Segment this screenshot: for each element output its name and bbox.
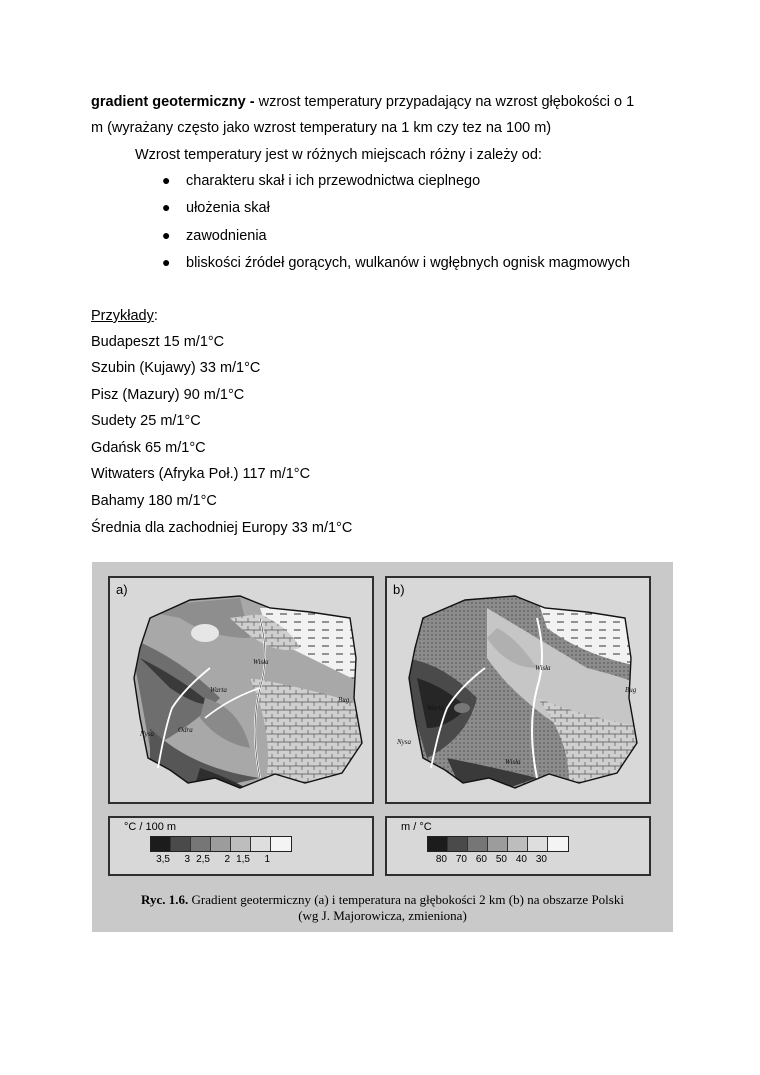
- bullet-dot-icon: ●: [162, 254, 171, 270]
- example-item: Witwaters (Afryka Poł.) 117 m/1°C: [91, 466, 311, 482]
- legend-b-ticks: [427, 854, 547, 865]
- legend-swatch: [271, 837, 291, 851]
- legend-swatch: [231, 837, 251, 851]
- bullet-dot-icon: ●: [162, 199, 171, 215]
- river-label-warta: Warta: [427, 704, 444, 712]
- example-item: Bahamy 180 m/1°C: [91, 493, 217, 509]
- legend-tick: 2: [224, 854, 230, 865]
- caption-label: Ryc. 1.6.: [141, 892, 189, 907]
- legend-swatch: [151, 837, 171, 851]
- legend-tick: 1,5: [236, 854, 250, 865]
- river-label-odra: Odra: [178, 726, 193, 734]
- bullet-item: bliskości źródeł gorących, wulkanów i wgłębnych ognisk magmowych: [186, 255, 631, 271]
- legend-tick: 40: [515, 854, 527, 865]
- bullet-dot-icon: ●: [162, 227, 171, 243]
- legend-tick: 1: [264, 854, 270, 865]
- legend-b: [385, 816, 651, 876]
- legend-tick: 50: [495, 854, 507, 865]
- dependency-line: Wzrost temperatury jest w różnych miejscach różny i zależy od:: [135, 147, 542, 163]
- legend-swatch: [191, 837, 211, 851]
- legend-tick: 2,5: [196, 854, 210, 865]
- example-item: Sudety 25 m/1°C: [91, 413, 201, 429]
- legend-swatch: [211, 837, 231, 851]
- definition-line-2: m (wyrażany często jako wzrost temperatury na 1 km czy tez na 100 m): [91, 120, 552, 136]
- legend-tick: 80: [435, 854, 447, 865]
- geothermal-figure: [92, 562, 673, 932]
- term-gradient: gradient geotermiczny -: [91, 94, 255, 110]
- legend-tick: 30: [535, 854, 547, 865]
- panel-b-label: b): [393, 582, 405, 597]
- river-label-bug: Bug: [338, 696, 350, 704]
- caption-text: Gradient geotermiczny (a) i temperatura na głębokości 2 km (b) na obszarze Polski: [188, 892, 624, 907]
- river-label-wisla-south: Wisła: [505, 758, 521, 766]
- legend-swatch: [468, 837, 488, 851]
- river-label-wisla: Wisła: [535, 664, 551, 672]
- map-panel-b: [385, 576, 651, 804]
- example-item: Pisz (Mazury) 90 m/1°C: [91, 387, 245, 403]
- definition-part-1: wzrost temperatury przypadający na wzrost głębokości o 1: [254, 94, 635, 110]
- example-item: Średnia dla zachodniej Europy 33 m/1°C: [91, 520, 353, 536]
- legend-a: [108, 816, 374, 876]
- legend-tick: 3,5: [156, 854, 170, 865]
- legend-swatch: [508, 837, 528, 851]
- examples-heading: [91, 306, 158, 326]
- panel-a-label: a): [116, 582, 128, 597]
- poland-map-b: [387, 578, 649, 802]
- bullet-item: zawodnienia: [186, 228, 267, 244]
- bullet-item: charakteru skał i ich przewodnictwa cieplnego: [186, 173, 481, 189]
- river-label-bug: Bug: [625, 686, 637, 694]
- bullet-dot-icon: ●: [162, 172, 171, 188]
- legend-swatch: [428, 837, 448, 851]
- map-panel-a: [108, 576, 374, 804]
- legend-tick: 60: [475, 854, 487, 865]
- legend-a-ticks: [150, 854, 270, 865]
- legend-swatch: [448, 837, 468, 851]
- legend-swatch: [528, 837, 548, 851]
- figure-caption-source: (wg J. Majorowicza, zmieniona): [298, 908, 467, 923]
- legend-swatch: [548, 837, 568, 851]
- figure-caption: [92, 892, 673, 908]
- poland-map-a: [110, 578, 372, 802]
- legend-b-swatches: [427, 836, 569, 852]
- legend-swatch: [171, 837, 191, 851]
- legend-swatch: [251, 837, 271, 851]
- bullet-item: ułożenia skał: [186, 200, 270, 216]
- legend-tick: 70: [455, 854, 467, 865]
- river-label-nysa: Nysa: [140, 730, 154, 738]
- river-label-warta: Warta: [210, 686, 227, 694]
- legend-b-unit: m / °C: [401, 821, 432, 833]
- river-label-wisla: Wisła: [253, 658, 269, 666]
- legend-a-unit: °C / 100 m: [124, 821, 177, 833]
- examples-heading-colon: :: [153, 308, 158, 324]
- example-item: Szubin (Kujawy) 33 m/1°C: [91, 360, 261, 376]
- legend-tick: 3: [184, 854, 190, 865]
- legend-a-swatches: [150, 836, 292, 852]
- example-item: Budapeszt 15 m/1°C: [91, 334, 225, 350]
- definition-line-1: [91, 92, 634, 112]
- example-item: Gdańsk 65 m/1°C: [91, 440, 206, 456]
- river-label-nysa: Nysa: [397, 738, 411, 746]
- examples-heading-text: Przykłady: [91, 308, 154, 324]
- legend-swatch: [488, 837, 508, 851]
